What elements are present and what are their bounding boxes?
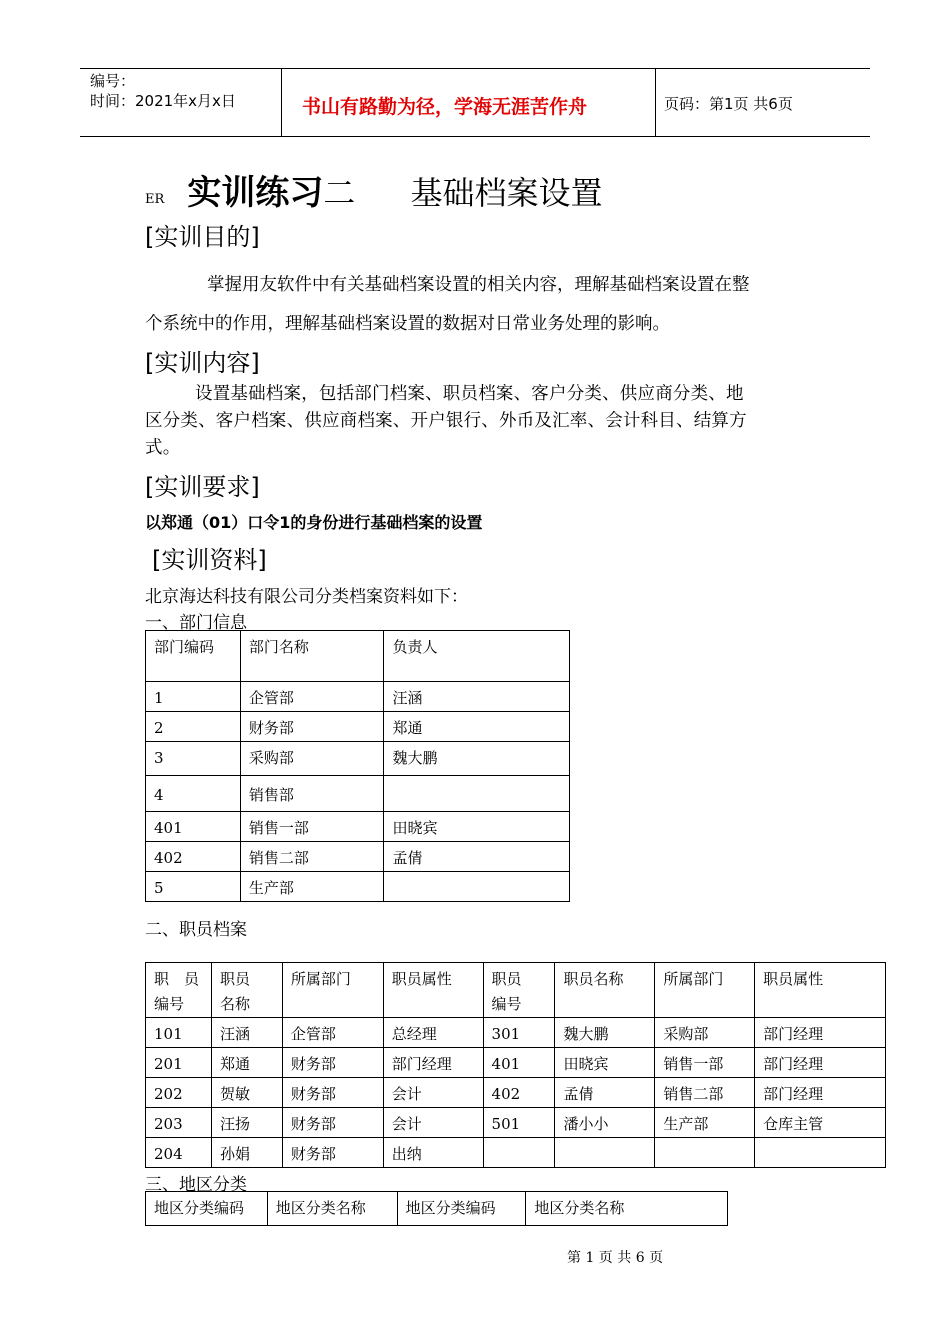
dept-table: [145, 630, 570, 902]
table-row: [146, 682, 570, 712]
content-line-1: 设置基础档案，包括部门档案、职员档案、客户分类、供应商分类、地: [195, 384, 744, 404]
table-cell: 204: [146, 1138, 212, 1168]
table-cell: 魏大鹏: [384, 742, 570, 776]
table-header-cell: 职员名称: [555, 963, 655, 1018]
table-cell: 郑通: [211, 1048, 282, 1078]
table-header-cell: 地区分类名称: [526, 1192, 728, 1226]
table-row: [146, 842, 570, 872]
table-cell: 孟倩: [555, 1078, 655, 1108]
header-top-rule: [80, 68, 870, 69]
table-row: [146, 812, 570, 842]
table-cell: 财务部: [282, 1078, 383, 1108]
table-cell: 301: [483, 1018, 555, 1048]
header-bottom-rule: [80, 136, 870, 137]
table-header-row: [146, 631, 570, 682]
header-divider-left: [281, 68, 282, 136]
section-heading-purpose: [实训目的]: [145, 223, 260, 251]
table-cell: 汪扬: [211, 1108, 282, 1138]
table-header-row: [146, 1192, 728, 1226]
header-divider-right: [655, 68, 656, 136]
table-cell: 402: [483, 1078, 555, 1108]
table-header-cell: 职员属性: [383, 963, 483, 1018]
header-line: 编号: [491, 995, 522, 1013]
table-row: [146, 1018, 886, 1048]
table-cell: 总经理: [383, 1018, 483, 1048]
table-cell: 生产部: [240, 872, 384, 902]
table-row: [146, 1078, 886, 1108]
table-cell: 孟倩: [384, 842, 570, 872]
table-cell: 企管部: [240, 682, 384, 712]
table-cell: 部门经理: [755, 1078, 886, 1108]
table-cell: 销售部: [240, 776, 384, 812]
title-right: 基础档案设置: [410, 174, 603, 212]
table-cell: [655, 1138, 755, 1168]
table-cell: 田晓宾: [384, 812, 570, 842]
table-cell: 贺敏: [211, 1078, 282, 1108]
table-header-cell: 所属部门: [655, 963, 755, 1018]
table-row: [146, 1108, 886, 1138]
header-line: 名称: [219, 995, 250, 1013]
table-cell: 5: [146, 872, 241, 902]
table-cell: 3: [146, 742, 241, 776]
table-cell: 仓库主管: [755, 1108, 886, 1138]
header-line: 职员: [491, 970, 522, 988]
staff-table: [145, 962, 886, 1168]
table-header-cell: 部门名称: [240, 631, 384, 682]
table-header-cell: 地区分类名称: [267, 1192, 397, 1226]
table-header-cell: [211, 963, 282, 1018]
table-header-cell: 职员属性: [755, 963, 886, 1018]
header-page-label: 页码：第1页 共6页: [664, 95, 793, 113]
table-cell: 部门经理: [755, 1048, 886, 1078]
materials-intro: 北京海达科技有限公司分类档案资料如下：: [145, 587, 468, 607]
table-row: [146, 1138, 886, 1168]
table-header-cell: [483, 963, 555, 1018]
header-time-label: 时间：2021年x月x日: [90, 92, 236, 110]
dept-table-title: 一、部门信息: [145, 613, 247, 633]
table-header-row: [146, 963, 886, 1018]
page-title: [145, 165, 603, 214]
table-cell: 采购部: [655, 1018, 755, 1048]
purpose-line-1: 掌握用友软件中有关基础档案设置的相关内容，理解基础档案设置在整: [207, 275, 750, 295]
table-cell: 孙娟: [211, 1138, 282, 1168]
table-cell: [384, 776, 570, 812]
table-cell: 会计: [383, 1108, 483, 1138]
purpose-line-2: 个系统中的作用，理解基础档案设置的数据对日常业务处理的影响。: [145, 314, 670, 334]
table-cell: [755, 1138, 886, 1168]
table-header-cell: 部门编码: [146, 631, 241, 682]
table-cell: 财务部: [282, 1138, 383, 1168]
table-cell: [483, 1138, 555, 1168]
table-cell: 汪涵: [211, 1018, 282, 1048]
title-main: 实训练习: [187, 173, 324, 213]
table-row: [146, 1048, 886, 1078]
table-row: [146, 712, 570, 742]
table-header-cell: 地区分类编码: [397, 1192, 526, 1226]
table-cell: 销售二部: [655, 1078, 755, 1108]
staff-table-title: 二、职员档案: [145, 920, 247, 940]
table-cell: 401: [146, 812, 241, 842]
content-line-3: 式。: [145, 438, 181, 458]
table-cell: 财务部: [282, 1048, 383, 1078]
table-cell: 出纳: [383, 1138, 483, 1168]
table-cell: 4: [146, 776, 241, 812]
table-cell: 企管部: [282, 1018, 383, 1048]
table-header-cell: [146, 963, 212, 1018]
table-cell: 生产部: [655, 1108, 755, 1138]
table-row: [146, 872, 570, 902]
table-cell: 101: [146, 1018, 212, 1048]
table-cell: 203: [146, 1108, 212, 1138]
table-cell: 202: [146, 1078, 212, 1108]
header-line: 职 员: [154, 970, 200, 988]
table-cell: 销售一部: [655, 1048, 755, 1078]
table-row: [146, 742, 570, 776]
table-cell: 销售二部: [240, 842, 384, 872]
table-cell: 财务部: [282, 1108, 383, 1138]
content-line-2: 区分类、客户档案、供应商档案、开户银行、外币及汇率、会计科目、结算方: [145, 411, 747, 431]
table-cell: 潘小小: [555, 1108, 655, 1138]
section-heading-content: [实训内容]: [145, 349, 260, 377]
table-cell: 会计: [383, 1078, 483, 1108]
table-cell: 部门经理: [383, 1048, 483, 1078]
table-header-cell: 所属部门: [282, 963, 383, 1018]
table-cell: [384, 872, 570, 902]
table-cell: 采购部: [240, 742, 384, 776]
table-cell: 201: [146, 1048, 212, 1078]
table-cell: 魏大鹏: [555, 1018, 655, 1048]
title-prefix: ER: [145, 192, 165, 207]
header-line: 职员: [219, 970, 250, 988]
section-heading-materials: [实训资料]: [152, 546, 267, 574]
section-heading-requirement: [实训要求]: [145, 473, 260, 501]
table-cell: 销售一部: [240, 812, 384, 842]
table-header-cell: 负责人: [384, 631, 570, 682]
title-second: 二: [323, 174, 356, 212]
page-footer: 第 1 页 共 6 页: [567, 1250, 664, 1266]
table-cell: 501: [483, 1108, 555, 1138]
requirement-text: 以郑通（01）口令1的身份进行基础档案的设置: [145, 513, 483, 532]
header-motto: 书山有路勤为径，学海无涯苦作舟: [302, 96, 588, 118]
table-cell: [555, 1138, 655, 1168]
table-cell: 部门经理: [755, 1018, 886, 1048]
table-cell: 汪涵: [384, 682, 570, 712]
header-line: 编号: [154, 995, 185, 1013]
table-cell: 402: [146, 842, 241, 872]
table-cell: 田晓宾: [555, 1048, 655, 1078]
table-cell: 郑通: [384, 712, 570, 742]
table-cell: 财务部: [240, 712, 384, 742]
table-header-cell: 地区分类编码: [146, 1192, 268, 1226]
region-table-title: 三、地区分类: [145, 1175, 247, 1195]
table-row: [146, 776, 570, 812]
table-cell: 2: [146, 712, 241, 742]
table-cell: 401: [483, 1048, 555, 1078]
header-number-label: 编号：: [90, 72, 136, 90]
table-cell: 1: [146, 682, 241, 712]
region-table: [145, 1191, 728, 1226]
